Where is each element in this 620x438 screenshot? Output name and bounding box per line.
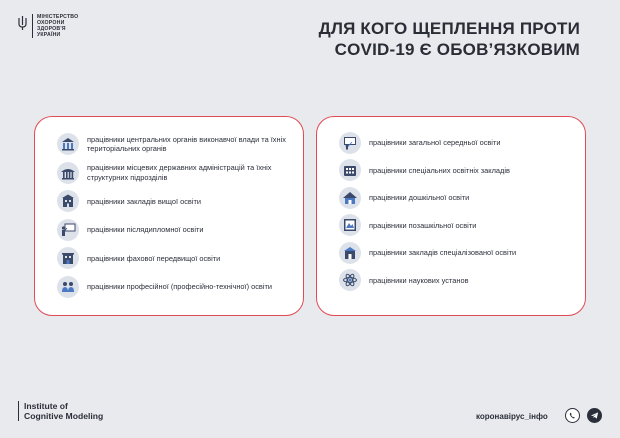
list-item [57, 273, 303, 302]
university-icon [57, 190, 79, 212]
extracurricular-icon [339, 214, 361, 236]
list-item [339, 267, 585, 295]
item-text: працівники загальної середньої освіти [369, 138, 501, 147]
item-text: працівники закладів спеціалізованої освіти [369, 248, 517, 257]
vocational-workers-icon [57, 276, 79, 298]
title-line-2: COVID-19 Є ОБОВʼЯЗКОВИМ [334, 40, 580, 59]
item-text: працівники післядипломної освіти [87, 225, 204, 234]
item-text: працівники дошкільної освіти [369, 193, 470, 202]
item-text: працівники позашкільної освіти [369, 220, 477, 230]
government-building-icon [57, 133, 79, 155]
org-name-line-1: Institute of [24, 401, 68, 411]
local-admin-building-icon [57, 162, 79, 184]
item-text: працівники місцевих державних адміністрацій та їхніх структурних підрозділів [87, 163, 272, 182]
item-text: працівники фахової передвищої освіти [87, 253, 221, 263]
item-text: працівники наукових установ [369, 275, 469, 285]
ministry-logo [18, 14, 78, 38]
org-logo [18, 401, 103, 421]
list-item [339, 157, 585, 185]
lecturer-board-icon [57, 219, 79, 241]
list-item [57, 159, 303, 188]
list-item [57, 187, 303, 216]
teacher-board-icon [339, 132, 361, 154]
ministry-name: МІНІСТЕРСТВО ОХОРОНИ ЗДОРОВ'Я УКРАЇНИ [32, 14, 78, 38]
item-text: працівники центральних органів виконавчої влади та їхніх територіальних органів [87, 134, 286, 154]
page-title [319, 18, 580, 60]
atom-icon [339, 269, 361, 291]
list-item [339, 184, 585, 212]
specialized-school-icon [339, 242, 361, 264]
list-item [339, 129, 585, 157]
item-text: працівники професійної (професійно-технічної) освіти [87, 282, 272, 291]
right-panel [316, 116, 586, 316]
college-building-icon [57, 247, 79, 269]
list-item [57, 216, 303, 245]
left-panel [34, 116, 304, 316]
list-item [57, 130, 303, 159]
trident-icon [18, 16, 27, 30]
list-item [339, 239, 585, 267]
item-text: працівники спеціальних освітніх закладів [369, 165, 510, 175]
special-school-icon [339, 159, 361, 181]
item-text: працівники закладів вищої освіти [87, 196, 201, 206]
org-name-line-2: Cognitive Modeling [24, 411, 104, 421]
list-item [57, 244, 303, 273]
kindergarten-icon [339, 187, 361, 209]
list-item [339, 212, 585, 240]
title-line-1: ДЛЯ КОГО ЩЕПЛЕННЯ ПРОТИ [318, 19, 580, 38]
site-link[interactable]: коронавірус_інфо [476, 412, 548, 421]
telegram-icon[interactable] [587, 408, 602, 423]
viber-icon[interactable] [565, 408, 580, 423]
